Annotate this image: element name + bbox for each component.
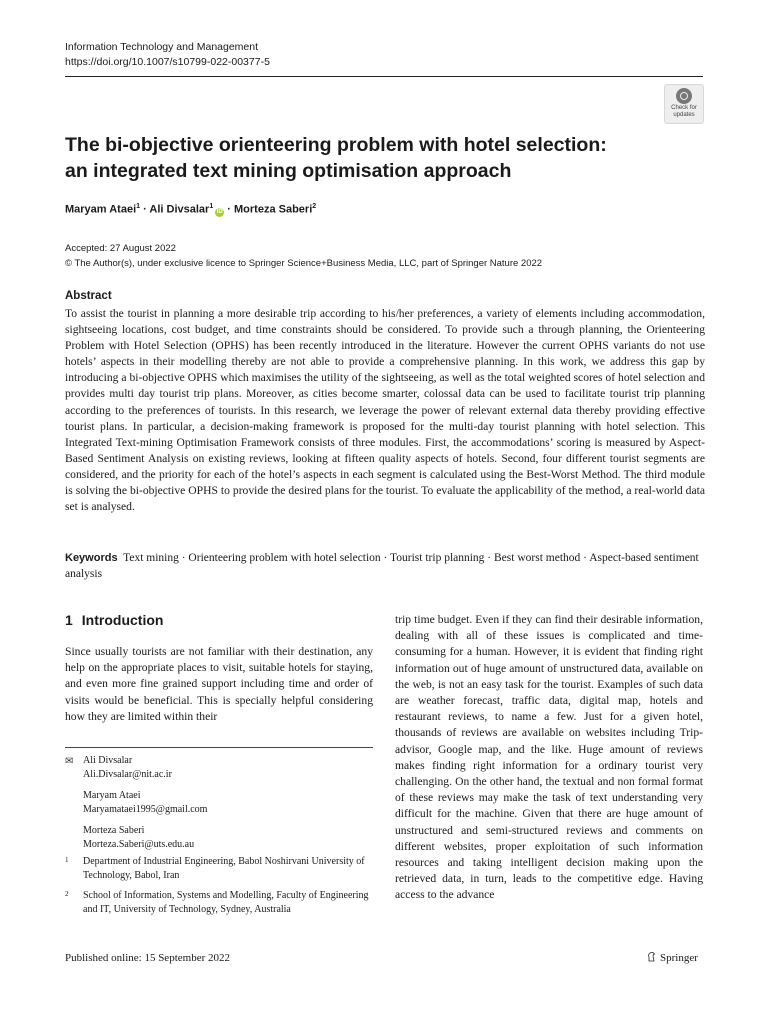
- copyright-notice: © The Author(s), under exclusive licence to Springer Science+Business Media, LLC, part of Springer Nature 2022: [65, 258, 543, 269]
- journal-name: Information Technology and Management: [65, 41, 259, 53]
- affiliation-item: [65, 889, 373, 917]
- affiliation-number: 2: [65, 890, 69, 898]
- affiliation-text: School of Information, Systems and Modelling, Faculty of Engineering and IT, University of Technology, Sydney, Australia: [83, 890, 369, 915]
- keywords-text: Text mining · Orienteering problem with hotel selection · Tourist trip planning · Best worst method · Aspect-based sentiment analysis: [65, 552, 699, 580]
- abstract-text: To assist the tourist in planning a more desirable trip according to his/her preferences, a variety of elements including accommodation, sightseeing locations, cost budget, and time constraints should be considered. To provide such a through planning, the Orienteering Problem with Hotel Selection (OPHS) has been recently introduced in the literature. However the current OPHS variants do not use hotels’ aspects in their modelling thereby are not able to provide a comprehensive planning. In this work, we address this gap by introducing a bi-objective OPHS which maximises the utility of the sightseeing, as well as the total weighted scores of hotel selection and provides multi day tourist trip plans. Moreover, as cities become smarter, colossal data can be used to facilitate tourist trip planning according to the preferences of tourists. In this research, we leverage the power of relevant external data thereby providing effective tourist plans. In particular, a decision-making framework is proposed for the multi-day tourist planning with hotel selection. This Integrated Text-mining Optimisation Framework consists of three modules. First, the accommodations’ scoring is measured by Aspect-Based Sentiment Analysis on existing reviews, looking at fifteen quality aspects of hotels. Second, four different tourist segments are considered, and the priority for each of the hotel’s aspects in each segment is calculated using the Best-Worst Method. The third module is solving the bi-objective OPHS to provide the desired plans for the tourist. To evaluate the applicability of the method, a real-world data set is analysed.: [65, 307, 705, 514]
- abstract-heading: Abstract: [65, 290, 112, 302]
- publication-dates: [65, 241, 542, 271]
- journal-doi[interactable]: https://doi.org/10.1007/s10799-022-00377-5: [65, 56, 270, 68]
- contact-email[interactable]: Maryamataei1995@gmail.com: [83, 804, 208, 815]
- contact-entry: [83, 789, 373, 817]
- author-name[interactable]: Maryam Ataei: [65, 203, 137, 216]
- intro-left-column: [65, 644, 373, 725]
- check-for-updates-icon: [676, 88, 692, 104]
- accepted-date: Accepted: 27 August 2022: [65, 243, 176, 254]
- orcid-icon[interactable]: iD: [216, 208, 223, 215]
- affiliation-text: Department of Industrial Engineering, Babol Noshirvani University of Technology, Babol, Iran: [83, 856, 365, 881]
- paper-title-line2: an integrated text mining optimisation approach: [65, 160, 512, 182]
- envelope-icon: ✉: [65, 756, 74, 767]
- keywords: [65, 550, 705, 582]
- intro-paragraph-right: trip time budget. Even if they can find their desirable information, dealing with all of these issues is complicated and time-consuming for a human. However, it is evident that finding right information out of huge amount of unstructured data, available on the web, is not an easy task for the tourist. Examples of such data are weather forecast, traffic data, digital map, hotels and restaurant reviews, to name a few. Just for a given hotel, thousands of reviews are available on websites including Trip-advisor, Google map, and the like. Huge amount of reviews makes finding right information for a ordinary tourist very challenging. On the other hand, the textual and non formal format of these reviews may make the task of text understanding very difficult for the machine. Given that there are huge amount of unstructured and semi-structured reviews and comments on different websites, proper exploitation of such information resources and taking intelligent decision making upon the retrieved data, in turn, leads to the competitive edge. Having access to the advance: [395, 613, 703, 902]
- section-heading: [65, 612, 163, 628]
- check-for-updates-line2: updates: [673, 111, 695, 118]
- author-affiliation-mark: 2: [312, 203, 317, 210]
- intro-paragraph-left: Since usually tourists are not familiar with their destination, any help on the appropriate places to visit, suitable hotels for staying, and even more fine grained support including time and order of visits would be beneficial. This is specially helpful considering how they are limited within their: [65, 645, 373, 723]
- keywords-label: Keywords: [65, 552, 118, 564]
- contact-email[interactable]: Morteza.Saberi@uts.edu.au: [83, 839, 195, 850]
- contact-email[interactable]: Ali.Divsalar@nit.ac.ir: [83, 769, 172, 780]
- footnote-rule: [65, 747, 373, 748]
- springer-horse-icon: [646, 951, 656, 962]
- affiliation-number: 1: [65, 856, 69, 864]
- author-separator: ·: [224, 203, 235, 216]
- contact-name: Morteza Saberi: [83, 825, 145, 836]
- affiliation-item: [65, 855, 373, 883]
- check-for-updates-badge[interactable]: [664, 84, 704, 124]
- publisher-logo: [646, 951, 698, 964]
- published-online: Published online: 15 September 2022: [65, 952, 230, 964]
- publisher-name: Springer: [660, 952, 698, 964]
- author-list: [65, 203, 316, 217]
- author-affiliation-mark: 1: [136, 203, 141, 210]
- contact-name: Ali Divsalar: [83, 755, 133, 766]
- section-number: 1: [65, 612, 73, 628]
- author-name[interactable]: Morteza Saberi: [234, 203, 313, 216]
- author-name[interactable]: Ali Divsalar: [149, 203, 210, 216]
- correspondence-block: [65, 754, 373, 859]
- journal-header: [65, 40, 270, 70]
- contact-entry: [83, 754, 373, 782]
- author-separator: ·: [140, 203, 150, 216]
- check-for-updates-line1: Check for: [671, 105, 697, 111]
- contact-entry: [83, 824, 373, 852]
- intro-right-column: [395, 612, 703, 904]
- header-rule: [65, 76, 703, 77]
- paper-title-line1: The bi-objective orienteering problem with hotel selection:: [65, 134, 607, 156]
- section-title: Introduction: [81, 612, 164, 628]
- contact-name: Maryam Ataei: [83, 790, 141, 801]
- paper-title: [65, 132, 705, 184]
- affiliations: [65, 855, 373, 923]
- author-affiliation-mark: 1: [209, 203, 214, 210]
